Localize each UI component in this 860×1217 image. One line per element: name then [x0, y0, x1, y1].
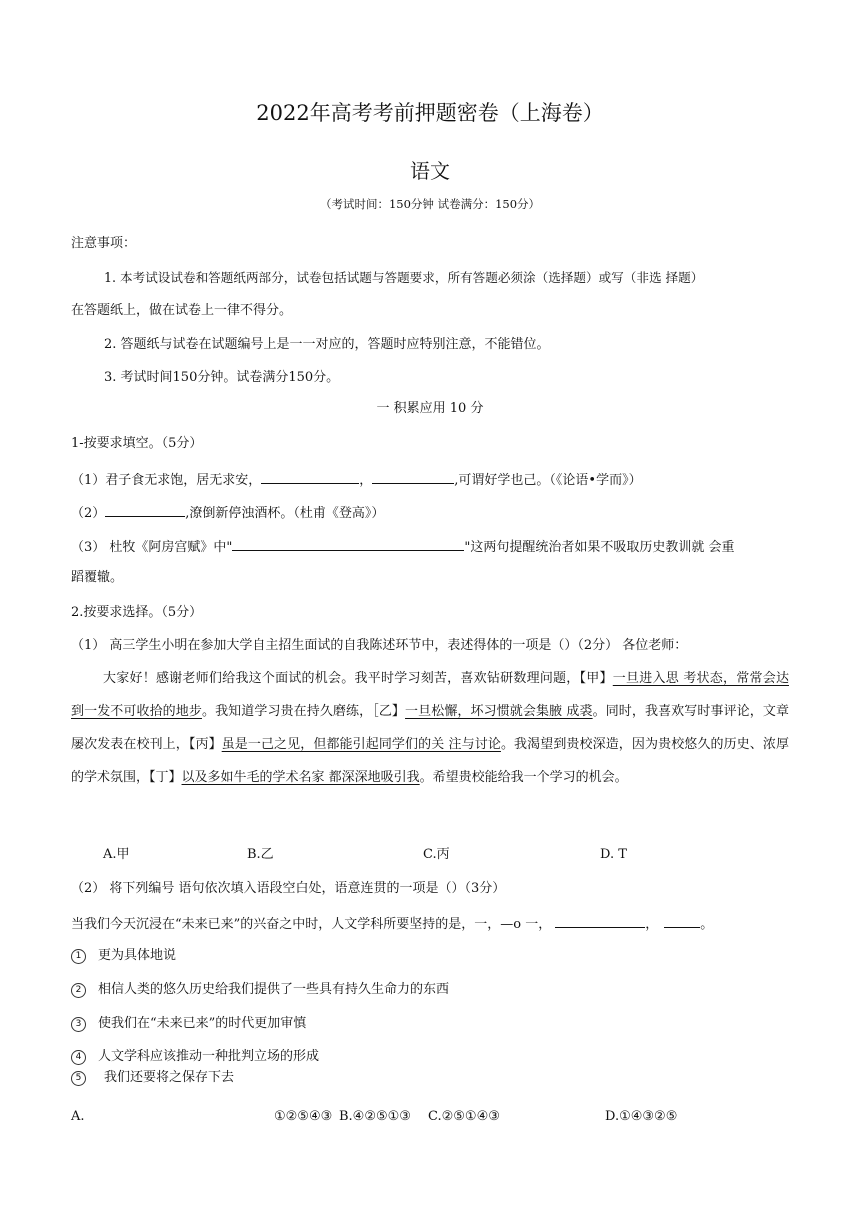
- statement-number: 5: [71, 1071, 86, 1086]
- q2-part2-text-c: 。: [700, 917, 714, 932]
- note-1-line-1: 1. 本考试设试卷和答题纸两部分，试卷包括试题与答题要求，所有答题必须涂（选择题）或写（非选 择题）: [104, 270, 704, 285]
- statement-text: 更为具体地说: [98, 948, 177, 963]
- passage-text-5: 。希望贵校能给我一个学习的机会。: [419, 770, 628, 785]
- q2-stem: 2.按要求选择。（5分）: [71, 605, 203, 620]
- exam-meta: （考试时间：150分钟 试卷满分：150分）: [319, 197, 541, 211]
- q1-sub2-text-a: （2）: [71, 506, 106, 521]
- q1-sub2: [71, 502, 384, 523]
- passage-text-3: 。同时，我喜欢写时事评论，文章屡次发表在校刊上，: [71, 704, 789, 752]
- q1-sub3: [71, 536, 735, 557]
- marker-ding: 【丁】: [149, 770, 182, 785]
- q1-sub2-text-b: ,潦倒新停浊酒杯。（杜甫《登高》）: [185, 506, 385, 521]
- marker-bing: 【丙】: [188, 737, 222, 752]
- q1-sub3-text-a: （3） 杜牧《阿房宫赋》中": [71, 540, 233, 555]
- q1-sub1-text-b: ，: [359, 473, 373, 488]
- statement-1: [71, 947, 176, 965]
- statement-5: [71, 1069, 234, 1087]
- statement-number: 1: [71, 949, 86, 964]
- q2-part2-option-a-seq[interactable]: ①②⑤④③: [274, 1109, 333, 1124]
- q2-part1-option-c[interactable]: C.丙: [423, 847, 450, 862]
- q1-sub1-text-a: （1）君子食无求饱，居无求安，: [71, 473, 262, 488]
- q1-sub1: [71, 469, 642, 490]
- q1-stem: 1-按要求填空。（5分）: [71, 436, 203, 451]
- q2-part1-option-b[interactable]: B.乙: [247, 847, 274, 862]
- q2-part1-option-a[interactable]: A.甲: [103, 847, 130, 862]
- q2-part1-intro: （1） 高三学生小明在参加大学自主招生面试的自我陈述环节中，表述得体的一项是（）（2分） 各位老师：: [71, 638, 688, 653]
- statement-number: 2: [71, 983, 86, 998]
- statement-2: [71, 981, 449, 999]
- q2-part2-option-a-label[interactable]: A.: [71, 1109, 85, 1124]
- passage-text-1: 大家好！感谢老师们给我这个面试的机会。我平时学习刻苦，喜欢钻研数理问题，: [103, 671, 580, 686]
- statement-text: 使我们在“未来已来”的时代更加审慎: [98, 1016, 307, 1031]
- q1-blank-2[interactable]: [372, 469, 454, 484]
- note-3: 3. 考试时间150分钟。试卷满分150分。: [104, 370, 340, 385]
- q1-blank-1[interactable]: [261, 469, 359, 484]
- passage-text-2: 。我知道学习贵在持久磨练，: [201, 704, 373, 719]
- q2-blank-2[interactable]: [664, 913, 700, 928]
- q1-sub3-text-b: "这两句提醒统治者如果不吸取历史教训就 会重: [464, 540, 735, 555]
- statement-3: [71, 1015, 306, 1033]
- statement-text: 人文学科应该推动一种批判立场的形成: [98, 1049, 320, 1064]
- statement-number: 3: [71, 1017, 86, 1032]
- q2-part2-text-a: 当我们今天沉浸在“未来已来”的兴奋之中时，人文学科所要坚持的是，一，—o 一，: [71, 917, 552, 932]
- q1-sub3-cont: 蹈覆辙。: [71, 570, 124, 585]
- q1-blank-4[interactable]: [232, 536, 464, 551]
- statement-number: 4: [71, 1050, 86, 1065]
- q2-part2-intro: （2） 将下列编号 语句依次填入语段空白处，语意连贯的一项是（）（3分）: [71, 881, 506, 896]
- statement-text: 相信人类的悠久历史给我们提供了一些具有持久生命力的东西: [98, 982, 450, 997]
- statement-text: 我们还要将之保存下去: [104, 1070, 235, 1085]
- q2-part1-option-d[interactable]: D. T: [600, 847, 627, 862]
- sentence-bing: 虽是一己之见，但都能引起同学们的关 注与讨论: [221, 737, 501, 752]
- section-title: 一 积累应用 10 分: [376, 401, 484, 416]
- q1-sub1-text-c: ,可谓好学也己。（《论语•学而》）: [454, 473, 642, 488]
- passage-text-4: 。我渴望到贵校深造，因为贵校悠久的历史、浓厚的学术氛围，: [71, 737, 789, 785]
- sentence-ding: 以及多如牛毛的学术名家 都深深地吸引我: [181, 770, 420, 785]
- sentence-jia: 一旦进入思 考状态，常常会达到一发不可收拾的地步: [71, 671, 789, 719]
- subject-title: 语文: [410, 159, 450, 183]
- q2-part1-passage: [71, 662, 789, 794]
- sentence-yi: 一旦松懈，坏习惯就会集腋 成裘: [405, 704, 593, 719]
- marker-yi: ［乙】: [372, 704, 406, 719]
- note-2: 2. 答题纸与试卷在试题编号上是一一对应的，答题时应特别注意，不能错位。: [104, 337, 550, 352]
- q2-part2-text-b: ，: [645, 917, 659, 932]
- marker-jia: 【甲】: [579, 671, 613, 686]
- q2-part2-option-d[interactable]: D.①④③②⑤: [605, 1109, 678, 1124]
- q2-part2-line: [71, 913, 713, 934]
- q2-part2-option-b[interactable]: B.④②⑤①③: [339, 1109, 411, 1124]
- exam-title: 2022年高考考前押题密卷（上海卷）: [256, 101, 604, 125]
- statement-4: [71, 1048, 319, 1066]
- q2-part2-option-c[interactable]: C.②⑤①④③: [428, 1109, 500, 1124]
- note-1-line-2: 在答题纸上，做在试卷上一律不得分。: [71, 303, 293, 318]
- q2-blank-1[interactable]: [555, 913, 645, 928]
- q1-blank-3[interactable]: [105, 502, 185, 517]
- notes-heading: 注意事项：: [71, 236, 137, 251]
